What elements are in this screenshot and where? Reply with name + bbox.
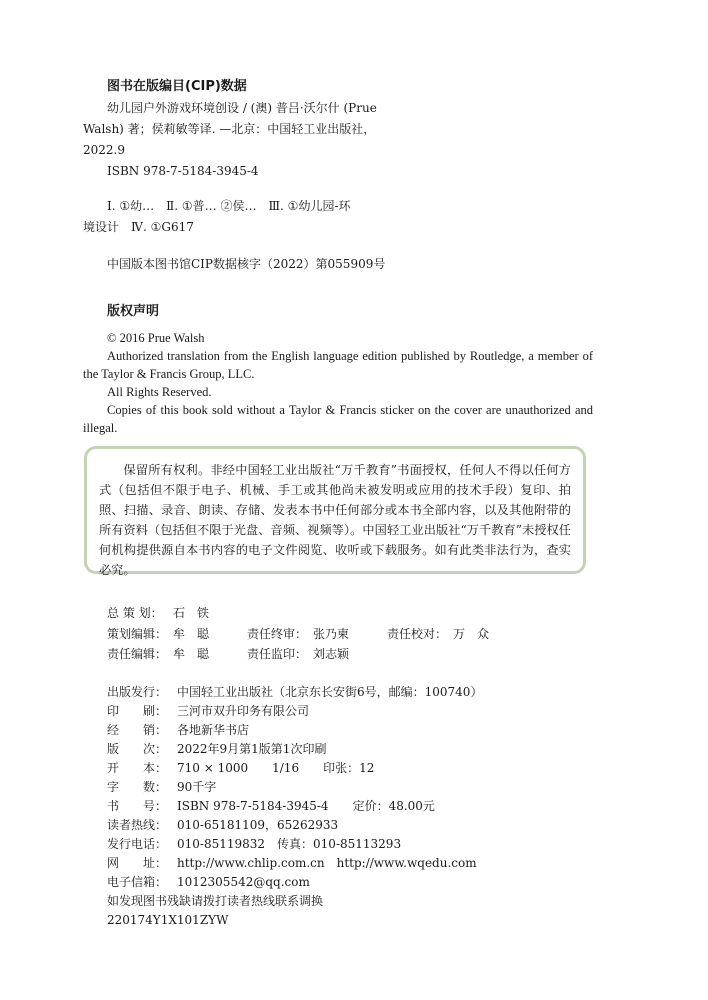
cip-classification-line: Ⅰ. ①幼… Ⅱ. ①普… ②侯… Ⅲ. ①幼儿园-环 — [107, 199, 351, 213]
cip-date-line: 2022.9 — [83, 143, 125, 157]
copyright-heading: 版权声明 — [107, 304, 160, 319]
cip-classification-line-2: 境设计 Ⅳ. ①G617 — [83, 220, 194, 234]
rights-notice-box — [84, 446, 586, 577]
email-label: 电子信箱： — [107, 875, 168, 889]
copyright-owner: © 2016 Prue Walsh — [107, 331, 205, 345]
pub-row-printer — [107, 702, 309, 720]
print-code: 220174Y1X101ZYW — [107, 913, 229, 927]
dist-phone-value: 010-85119832 传真：010-85113293 — [177, 837, 402, 851]
pub-row-distributor — [107, 721, 249, 739]
hotline-label: 读者热线： — [107, 818, 168, 832]
final-review-name: 张乃柬 — [313, 627, 350, 641]
credit-row-editors — [107, 625, 489, 643]
rights-notice-text: 保留所有权利。非经中国轻工业出版社“万千教育”书面授权，任何人不得以任何方式（包括但不限于电子、机械、手工或其他尚未被发明或应用的技术手段）复印、拍照、扫描、录音、朗读、存储、发表本书中任何部分或本书全部内容，以及其他附带的所有资料（包括但不限于光盘、音频、视频等）。中国轻工业出版社“万千教育”未授权任何机构提供源自本书内容的电子文件阅览、收听或下载服务。如有此类非法行为，查实必究。 — [99, 463, 571, 577]
pub-row-email — [107, 873, 310, 891]
print-supervisor-label: 责任监印： — [247, 647, 308, 661]
pub-row-hotline — [107, 816, 338, 834]
defect-note: 如发现图书残缺请拨打读者热线联系调换 — [107, 894, 324, 908]
pub-row-website — [107, 854, 477, 872]
final-review-label: 责任终审： — [247, 627, 308, 641]
pub-row-format — [107, 759, 374, 777]
format-label: 开 本： — [107, 761, 168, 775]
email-value: 1012305542@qq.com — [177, 875, 310, 889]
pub-row-book-number — [107, 797, 435, 815]
website-label: 网 址： — [107, 856, 168, 870]
edition-label: 版 次： — [107, 742, 168, 756]
cip-title-line: 幼儿园户外游戏环境创设 / (澳) 普吕·沃尔什 (Prue — [107, 101, 377, 115]
book-number-label: 书 号： — [107, 799, 168, 813]
cip-heading: 图书在版编目(CIP)数据 — [107, 79, 247, 94]
hotline-value: 010-65181109，65262933 — [177, 818, 339, 832]
planner-name: 石 铁 — [173, 606, 210, 620]
plan-editor-name: 牟 聪 — [173, 627, 210, 641]
pub-row-edition — [107, 740, 326, 758]
dist-phone-label: 发行电话： — [107, 837, 168, 851]
words-value: 90千字 — [177, 780, 217, 794]
printer-label: 印 刷： — [107, 704, 168, 718]
cip-verification: 中国版本图书馆CIP数据核字（2022）第055909号 — [107, 257, 386, 271]
copyright-rights: All Rights Reserved. — [107, 385, 212, 399]
copyright-sticker-warning: Copies of this book sold without a Taylor & Francis sticker on the cover are unauthorized and illegal. — [83, 403, 593, 435]
print-supervisor-name: 刘志颖 — [313, 647, 350, 661]
planner-label: 总 策 划： — [107, 606, 163, 620]
format-value: 710 × 1000 1/16 印张：12 — [177, 761, 375, 775]
resp-editor-name: 牟 聪 — [173, 647, 210, 661]
distributor-label: 经 销： — [107, 723, 168, 737]
pub-row-dist-phone — [107, 835, 401, 853]
printer-value: 三河市双升印务有限公司 — [177, 704, 310, 718]
publisher-label: 出版发行： — [107, 685, 168, 699]
credit-row-responsible — [107, 645, 349, 663]
book-number-value: ISBN 978-7-5184-3945-4 定价：48.00元 — [177, 799, 435, 813]
cip-author-line: Walsh) 著；侯莉敏等译. —北京：中国轻工业出版社， — [83, 122, 376, 136]
pub-row-words — [107, 778, 216, 796]
copyright-authorization: Authorized translation from the English language edition published by Routledge, a member of the Taylor & Francis Group, LLC. — [83, 349, 593, 381]
distributor-value: 各地新华书店 — [177, 723, 250, 737]
resp-editor-label: 责任编辑： — [107, 647, 168, 661]
words-label: 字 数： — [107, 780, 168, 794]
proof-label: 责任校对： — [387, 627, 448, 641]
publisher-value: 中国轻工业出版社（北京东长安街6号，邮编：100740） — [177, 685, 483, 699]
cip-isbn: ISBN 978-7-5184-3945-4 — [107, 164, 259, 178]
proof-name: 万 众 — [453, 627, 490, 641]
website-value: http://www.chlip.com.cn http://www.wqedu.com — [177, 856, 477, 870]
pub-row-publisher — [107, 683, 482, 701]
plan-editor-label: 策划编辑： — [107, 627, 168, 641]
credit-row-planner — [107, 604, 209, 622]
edition-value: 2022年9月第1版第1次印刷 — [177, 742, 327, 756]
